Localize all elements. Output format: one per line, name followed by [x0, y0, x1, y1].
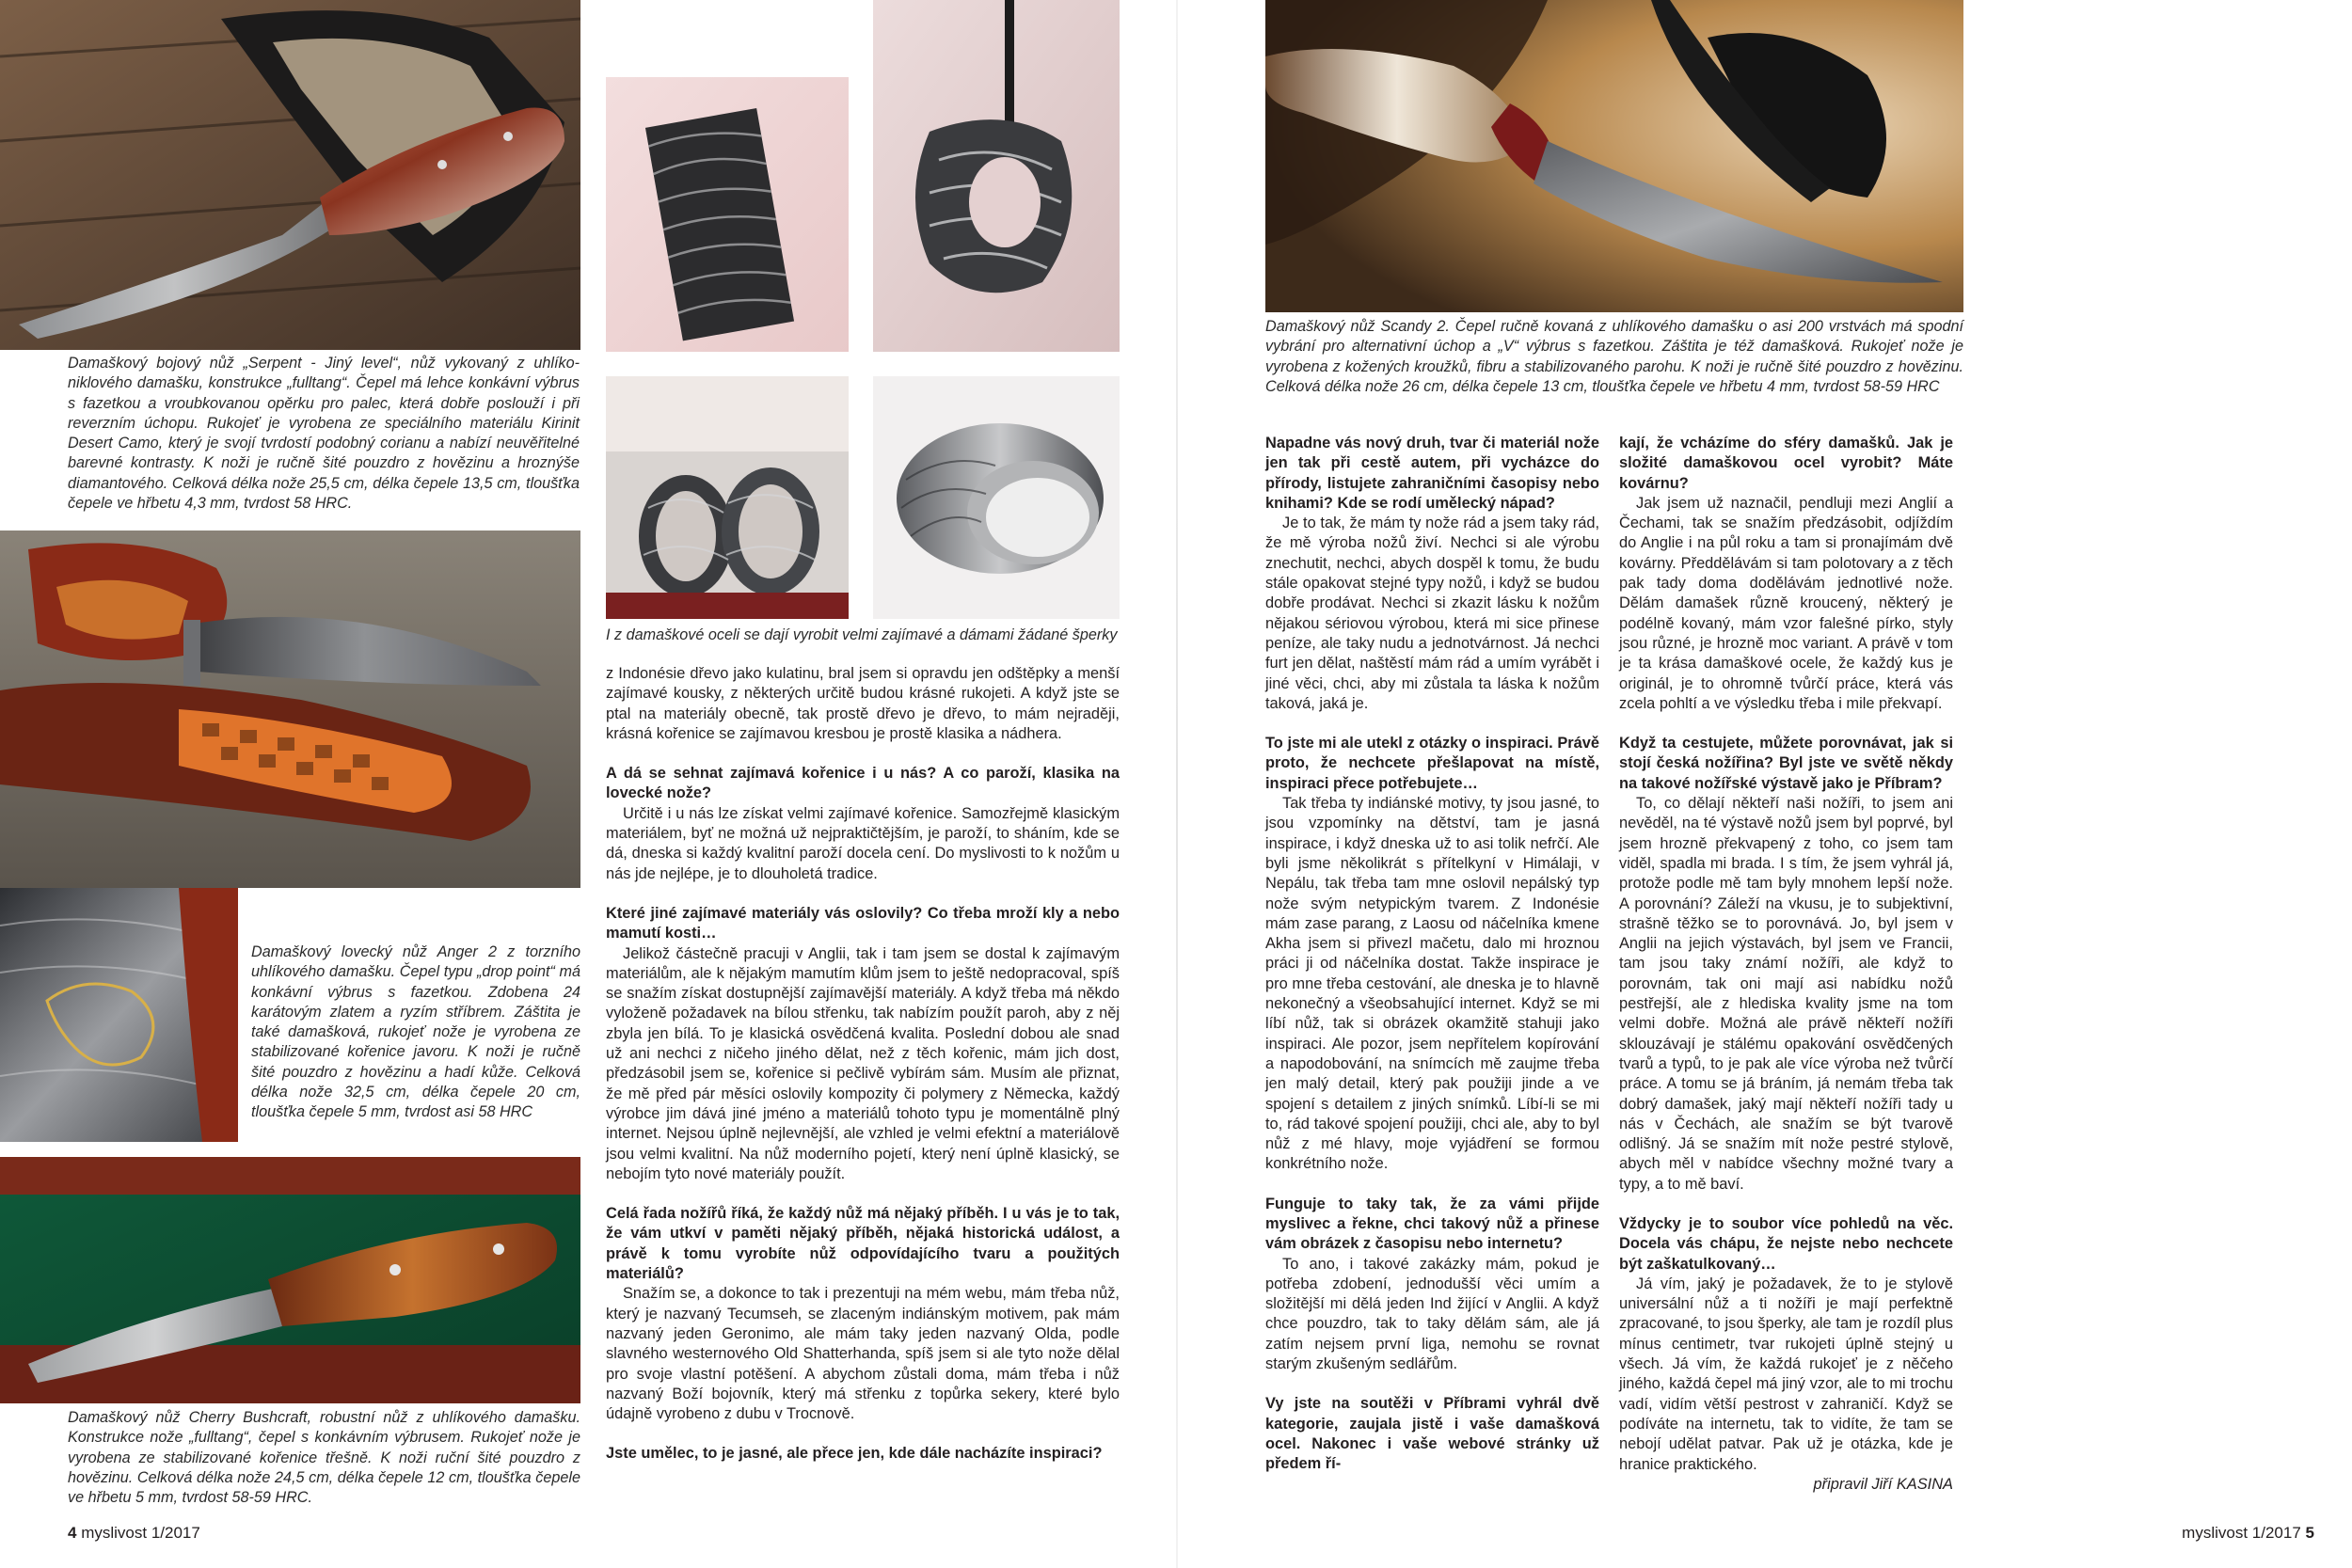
- serpent-knife-photo: [0, 0, 580, 350]
- right-col1-answer-1: Je to tak, že mám ty nože rád a jsem taky rád, že mě výroba nožů živí. Nechci si ale výrobu znechutit, nechci, abych dospěl k tomu, že budu stále opakovat stejné typy nožů, i když se budou dobře prodávat. Nechci si zkazit lásku k nožům nějakou sériovou výrobou, která mi sice přinese peníze, ale taky nudu a jednotvárnost. Já nechci furt jen dělat, naštěstí mám rád a umím vyrábět i jiné věci, chci, aby mi zůstala ta láska k nožům taková, jaká je.: [1265, 515, 1599, 712]
- left-folio: [68, 1524, 200, 1543]
- left-body-paragraph-1: z Indonésie dřevo jako kulatinu, bral jsem si opravdu jen odštěpky a menší zajímavé kousky, z některých určitě budou krásné rukojeti. A když jste se ptal na materiály obecně, tak prostě dřevo je dřevo, to mám nejraději, krásná kořenice se zajímavou kresbou je prostě klasika a nádhera.: [606, 665, 1120, 742]
- right-folio: [2182, 1524, 2314, 1543]
- right-col2-answer-3: Já vím, jaký je požadavek, že to je stylově universální nůž a ti nožíři je mají perfektně zpracované, to jsou šperky, ale tam je rozdíl plus mínus centimetr, tvar rukojeti úplně stejný u všech. Já vím, že každá rukojeť je z něčeho jiného, každá čepel má jiný vzor, ale to mi trochu vadí, vidím větší pestrost v zahraničí. Když se podíváte na internetu, tak to vidíte, že tam se nebojí udělat patvar. Pak už je otázka, kde je hranice praktického.: [1619, 1275, 1953, 1473]
- right-col2-question-1: kají, že vcházíme do sféry damašků. Jak je složité damaškovou ocel vyrobit? Máte kovárnu?: [1619, 435, 1953, 492]
- serpent-caption: Damaškový bojový nůž „Serpent - Jiný level“, nůž vykovaný z uhlíko-niklového damašku, konstrukce „fulltang“. Čepel má lehce konkávní výbrus s fazetkou a vroubkovanou opěrku pro palec, která dobře poslouží i při reverzním úchopu. Rukojeť je vyrobena ze speciálního materiálu Kirinit Desert Camo, který je svojí tvrdostí podobný corianu a nabízí neuvěřitelné barevné kontrasty. K noži je ručně šité pouzdro z hovězinu a hroznýše diamantového. Celková délka nože 25,5 cm, délka čepele 13,5 cm, tloušťka čepele ve hřbetu 4,3 mm, tvrdost 58 HRC.: [68, 355, 580, 513]
- right-col1-question-3: Funguje to taky tak, že za vámi přijde myslivec a řekne, chci takový nůž a přinese vám obrázek z časopisu nebo internetu?: [1265, 1195, 1599, 1253]
- right-body-column-2: [1619, 434, 1953, 1514]
- cherry-caption: Damaškový nůž Cherry Bushcraft, robustní nůž z uhlíkového damašku. Konstrukce nože „fulltang“, čepel s konkávním výbrusem. Rukojeť nože je vyrobena ze stabilizované kořenice třešně. K noži ruční šité pouzdro z hovězinu. Celková délka nože 24,5 cm, délka čepele 12 cm, tloušťka čepele ve hřbetu 5 mm, tvrdost 58-59 HRC.: [68, 1409, 580, 1507]
- left-page-number: 4: [68, 1524, 77, 1542]
- right-folio-text: myslivost 1/2017: [2182, 1524, 2301, 1542]
- scandy-caption: Damaškový nůž Scandy 2. Čepel ručně kovaná z uhlíkového damašku o asi 200 vrstvách má spodní vybrání pro alternativní úchop a „V“ výbrus s fazetkou. Záštita je též damašková. Rukojeť nože je vyrobena z kožených kroužků, fibru a stabilizovaného parohu. K noži je ručně šité pouzdro z hovězinu. Celková délka nože 26 cm, délka čepele 13 cm, tloušťka čepele ve hřbetu 4 mm, tvrdost 58-59 HRC: [1265, 318, 1963, 395]
- right-col1-question-2: To jste mi ale utekl z otázky o inspiraci. Právě proto, že nechcete přešlapovat na místě, inspiraci přece potřebujete…: [1265, 735, 1599, 792]
- right-col1-answer-3: To ano, i takové zakázky mám, pokud je potřeba zdobení, jednodušší věci umím a složitější mi dělá jeden Ind žijící v Anglii. A když chce pouzdro, tak to taky dělám sám, ale já zatím nejsem první liga, nemohu se rovnat starým zkušeným sedlářům.: [1265, 1255, 1599, 1373]
- left-folio-text: myslivost 1/2017: [81, 1524, 200, 1542]
- left-body-answer-1: Určitě i u nás lze získat velmi zajímavé kořenice. Samozřejmě klasickým materiálem, byť ne možná už nejpraktičtějším, je paroží, to sháním, kde se dá, dneska si každý kvalitní paroží docela cení. Do myslivosti to k nožům u nás jde nejlépe, je to dlouholetá tradice.: [606, 804, 1120, 882]
- right-col1-answer-2: Tak třeba ty indiánské motivy, ty jsou jasné, to jsou vzpomínky na dětství, tam je jasná inspirace, i když dneska už to asi tolik nefrčí. Ale byli jsme několikrát s přítelkyní v Himálaji, v Nepálu, tak třeba tam mne oslovil nepálský typ nože svým netypickým tvarem. Z Indonésie mám zase parang, z Laosu od náčelníka kmene Akha jsem si přivezl mačetu, dalo mi hroznou práci ji od náčelníka dostat. Takže inspirace je pro mne třeba cestování, ale dneska je to hlavně nekonečný a všeobsahující internet. Když se mi líbí nůž, tak si obrázek okamžitě stahuji jako inspiraci. Ale pozor, jsem nepřítelem kopírování a napodobování, na snímcích mě zaujme třeba jen malý detail, který pak použiji jinde a ve spojení s detailem z jiných snímků. Líbí-li se mi to, rád takové spojení použiji, chci ale, aby to byl nůž z mé hlavy, moje vyjádření se formou konkrétního nože.: [1265, 795, 1599, 1173]
- left-body-answer-3: Snažím se, a dokonce to tak i prezentuji na mém webu, mám třeba nůž, který je nazvaný Tecumseh, se zlaceným indiánským motivem, pak mám nazvaný jeden Geronimo, ale mám taky jeden nazvaný Olda, podle slavného westernového Old Shatterhanda, spíš jsem si ale tyto nože dělal pro svoje vlastní potěšení. A abychom zůstali doma, mám třeba i nůž nazvaný Boží bojovník, který má střenku z topůrka sekery, které bylo údajně vyrobeno z dubu v Trocnově.: [606, 1285, 1120, 1423]
- right-col1-question-1: Napadne vás nový druh, tvar či materiál nože jen tak při cestě autem, při vycházce do přírody, listujete zahraničními časopisy nebo knihami? Kde se rodí umělecký nápad?: [1265, 435, 1599, 512]
- anger-knife-photo: [0, 531, 580, 888]
- right-col2-question-3: Vždycky je to soubor více pohledů na věc. Docela vás chápu, že nejste nebo nechcete být zaškatulkovaný…: [1619, 1214, 1953, 1273]
- right-col1-question-4: Vy jste na soutěži v Příbrami vyhrál dvě kategorie, zaujala jistě i vaše damašková ocel. Nakonec i vaše webové stránky už předem ří-: [1265, 1395, 1599, 1473]
- right-col2-answer-1: Jak jsem už naznačil, pendluji mezi Anglií a Čechami, tak se snažím předzásobit, odjíždím do Anglie i na půl roku a tam si pronajímám dvě kovárny. Předdělávám si tam polotovary a z těch pak tady doma dodělávám jednotlivé nože. Dělám damašek různě kroucený, některý je podélně kovaný, mám vzor falešné pírko, styly jsou různé, je hrozně moc variant. A právě v tom je ta krása damaškové ocele, že každý kus je originál, je to ohromně tvůrčí práce, která vás zcela pohltí a ve výsledku třeba i mile překvapí.: [1619, 494, 1953, 712]
- damascus-wedding-rings-photo: [606, 376, 849, 619]
- left-body-question-1: A dá se sehnat zajímavá kořenice i u nás? A co paroží, klasika na lovecké nože?: [606, 765, 1120, 802]
- right-page-number: 5: [2305, 1524, 2314, 1542]
- left-body-question-4: Jste umělec, to je jasné, ale přece jen, kde dále nacházíte inspiraci?: [606, 1445, 1103, 1463]
- scandy-knife-photo: [1265, 0, 1963, 312]
- anger-caption: Damaškový lovecký nůž Anger 2 z torzního uhlíkového damašku. Čepel typu „drop point“ má konkávní výbrus s fazetkou. Zdobena 24 karátovým zlatem a ryzím stříbrem. Záštita je také damašková, rukojeť nože je vyrobena ze stabilizované kořenice javoru. K noži je ručně šité pouzdro z hovězinu a hadí kůže. Celková délka nože 32,5 cm, délka čepele 20 cm, tloušťka čepele 5 mm, tvrdost asi 58 HRC: [251, 943, 580, 1121]
- cherry-bushcraft-photo: [0, 1157, 580, 1403]
- damascus-band-ring-photo: [873, 376, 1120, 619]
- right-col2-question-2: Když ta cestujete, můžete porovnávat, jak si stojí česká nožířina? Byl jste ve světě někdy na takové nožířské výstavě jako je Příbram?: [1619, 735, 1953, 792]
- left-body-question-3: Celá řada nožířů říká, že každý nůž má nějaký příběh. I u vás je to tak, že vám utkví v paměti nějaký příběh, nějaká historická událost, a právě k tomu vyrobíte nůž odpovídajícího tvaru a použitých materiálů?: [606, 1205, 1120, 1283]
- damascus-ring-photo: [873, 0, 1120, 352]
- damascus-pendant-photo: [606, 77, 849, 352]
- right-col2-answer-2: To, co dělají někteří naši nožíři, to jsem ani nevěděl, na té výstavě nožů jsem byl poprvé, byl jsem hrozně překvapený z toho, co jsem tam viděl, spadla mi brada. I s tím, že jsem vyhrál já, protože podle mě tam byly mnohem lepší nože. A porovnání? Záleží na vkusu, je to subjektivní, strašně těžko se to porovnává. Jo, byl jsem v Anglii na jejich výstavách, byl jsem ve Francii, tam jsou taky známí nožíři, ale když to porovnám, tak oni mají asi nabídku nožů pestřejší, ale z hlediska kvality jsme na tom velmi dobře. Možná ale právě někteří nožíři sklouzávají je stálému opakování osvědčených tvarů a typů, to je pak ale více výroba než tvůrčí práce. A tomu se já bráním, já nemám třeba tak dobrý damašek, jaký mají někteří nožíři tady u nás v Čechách, ale snažím se být tvarově odlišný. Já se snažím mít nože pestré stylově, abych měl v nabídce všechny možné tvary a typy, a to mě baví.: [1619, 795, 1953, 1193]
- anger-blade-detail-photo: [0, 888, 238, 1142]
- page-gutter: [1176, 0, 1178, 1568]
- left-body-column: [606, 664, 1120, 1465]
- left-body-question-2: Které jiné zajímavé materiály vás oslovily? Co třeba mroží kly a nebo mamutí kosti…: [606, 904, 1120, 942]
- jewelry-caption: I z damaškové oceli se dají vyrobit velmi zajímavé a dámami žádané šperky: [606, 626, 1118, 643]
- right-body-column-1: [1265, 434, 1599, 1475]
- left-body-answer-2: Jelikož částečně pracuji v Anglii, tak i tam jsem se dostal k zajímavým materiálům, ale k nějakým mamutím klům jsem to ještě nedopracoval, spíš se snažím získat dostupnější zajímavější materiály. A když třeba má někdo vyloženě požadavek na bílou střenku, tak nabízím použít paroh, aby z něj zbyla jen bílá. To je klasická osvědčená kvalita. Poslední dobou ale snad už ani nechci z ničeho jiného dělat, než z těch kořenic, mám jich dost, předzásobil jsem se, kořenice si pečlivě vybírám sám. Musím ale přiznat, že mě před pár měsíci oslovily kompozity či polymery z Německa, každý výrobce jim dává jiné jméno a materiálů tohoto typu je momentálně plný internet. Nejsou úplně nejlevnější, ale vzhled je velmi efektní a materiálově jsou velmi kvalitní. Na nůž moderního pojetí, který není úplně klasický, se nebojím tyto nové materiály použít.: [606, 944, 1120, 1182]
- author-signature: připravil Jiří KASINA: [1813, 1475, 1953, 1493]
